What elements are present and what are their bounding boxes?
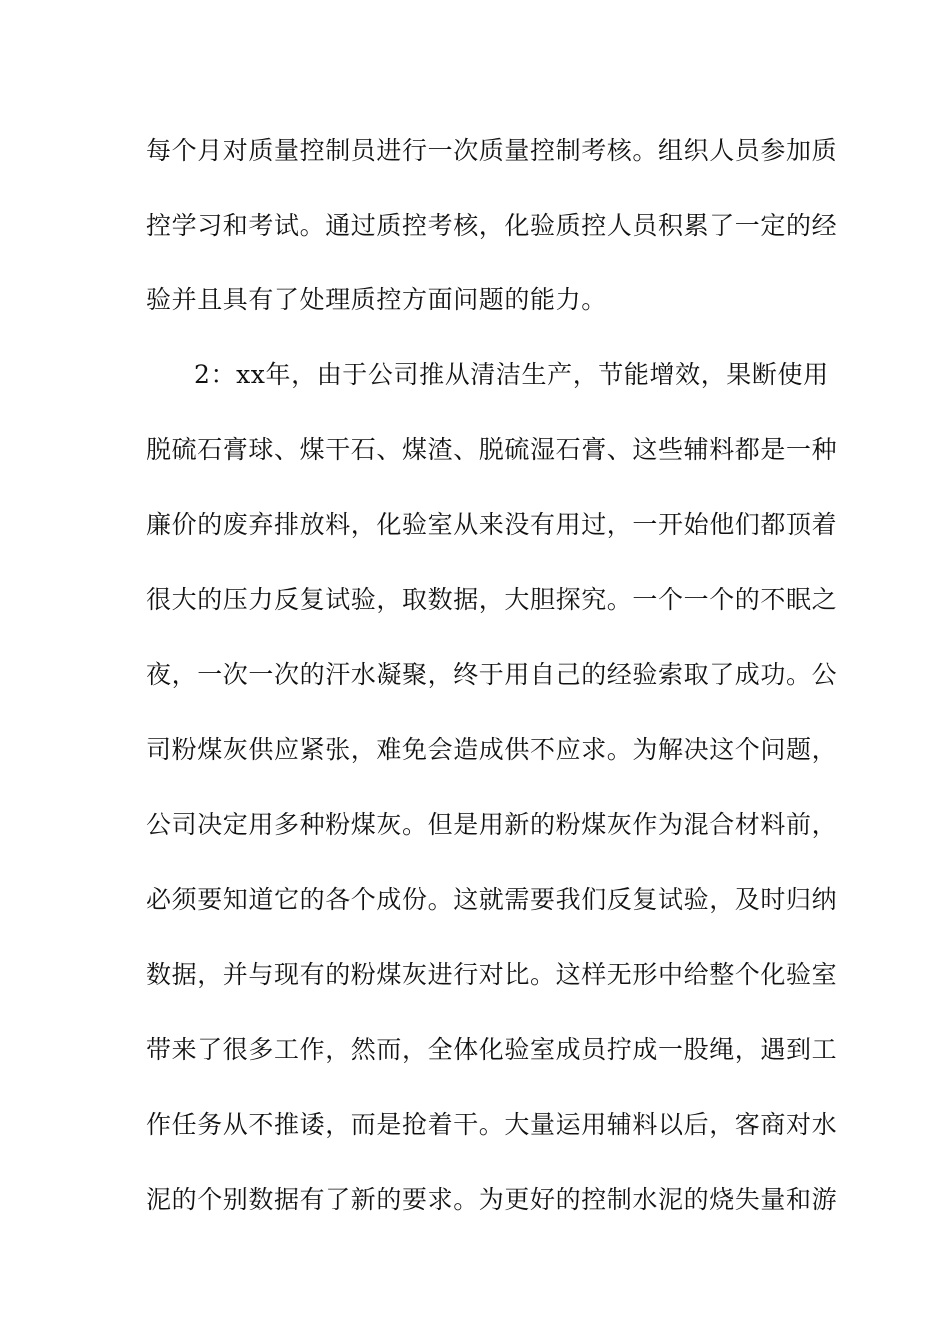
text-line: 脱硫石膏球、煤干石、煤渣、脱硫湿石膏、这些辅料都是一种 — [146, 435, 838, 464]
text-line: 控学习和考试。通过质控考核，化验质控人员积累了一定的经 — [146, 211, 838, 240]
text-line: 必须要知道它的各个成份。这就需要我们反复试验，及时归纳 — [146, 885, 838, 914]
paragraph-start-line: 2：xx年，由于公司推从清洁生产，节能增效，果断使用 — [194, 360, 829, 389]
text-line: 公司决定用多种粉煤灰。但是用新的粉煤灰作为混合材料前， — [146, 810, 838, 839]
text-line: 很大的压力反复试验，取数据，大胆探究。一个一个的不眠之 — [146, 585, 838, 614]
text-line: 数据，并与现有的粉煤灰进行对比。这样无形中给整个化验室 — [146, 960, 838, 989]
text-line: 验并且具有了处理质控方面问题的能力。 — [146, 285, 607, 314]
text-line: 廉价的废弃排放料，化验室从来没有用过，一开始他们都顶着 — [146, 510, 838, 539]
text-line: 每个月对质量控制员进行一次质量控制考核。组织人员参加质 — [146, 136, 838, 165]
text-line: 泥的个别数据有了新的要求。为更好的控制水泥的烧失量和游 — [146, 1185, 838, 1214]
text-line: 带来了很多工作，然而，全体化验室成员拧成一股绳，遇到工 — [146, 1035, 838, 1064]
text-line: 司粉煤灰供应紧张，难免会造成供不应求。为解决这个问题， — [146, 735, 838, 764]
text-line: 夜，一次一次的汗水凝聚，终于用自己的经验索取了成功。公 — [146, 660, 838, 689]
text-line: 作任务从不推诿，而是抢着干。大量运用辅料以后，客商对水 — [146, 1110, 838, 1139]
